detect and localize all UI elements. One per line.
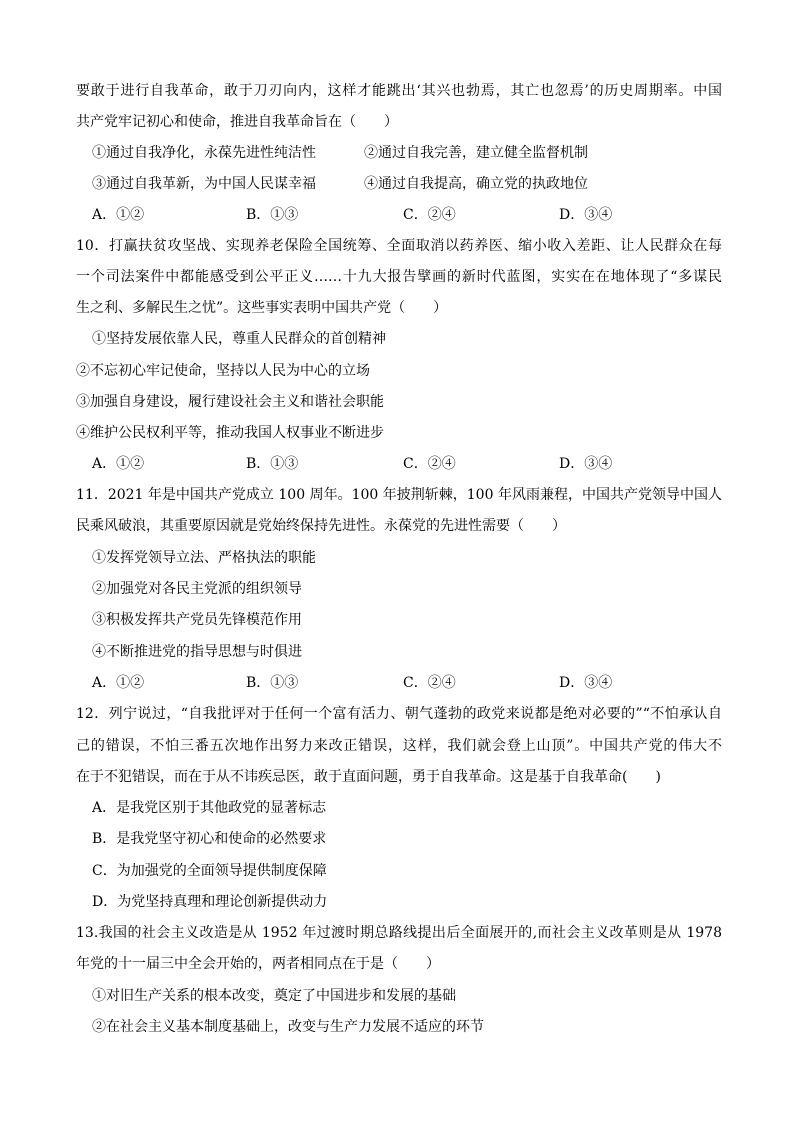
q12-choice-b: B．是我党坚守初心和使命的必然要求	[92, 831, 327, 847]
q11-stem-line1: 11．2021 年是中国共产党成立 100 周年。100 年披荆斩棘，100 年风雨兼程，中国共产党领导中国人	[76, 487, 722, 503]
q12-choice-d: D．为党坚持真理和理论创新提供动力	[92, 894, 328, 910]
q11-option-1: ①发挥党领导立法、严格执法的职能	[92, 550, 316, 566]
q13-option-1: ①对旧生产关系的根本改变，奠定了中国进步和发展的基础	[92, 988, 456, 1004]
q12-stem-line3: 在于不犯错误，而在于从不讳疾忌医，敢于直面问题，勇于自我革命。这是基于自我革命( )	[76, 769, 661, 785]
q11-stem-line2: 民乘风破浪，其重要原因就是党始终保持先进性。永葆党的先进性需要（ ）	[76, 518, 566, 534]
q13-option-2: ②在社会主义基本制度基础上，改变与生产力发展不适应的环节	[92, 1019, 484, 1035]
q12-stem-line1: 12．列宁说过，“自我批评对于任何一个富有活力、朝气蓬勃的政党来说都是绝对必要的”“不怕承认自	[76, 706, 722, 722]
q11-choice-b: B．①③	[246, 675, 299, 691]
q9-choice-a: A．①②	[92, 207, 145, 223]
q13-stem-line2: 年党的十一届三中全会开始的，两者相同点在于是（ ）	[76, 956, 440, 972]
q9-option-2: ②通过自我完善，建立健全监督机制	[364, 145, 588, 161]
q11-choice-d: D．③④	[559, 675, 613, 691]
q11-choice-c: C．②④	[403, 675, 456, 691]
q11-option-2: ②加强党对各民主党派的组织领导	[92, 581, 302, 597]
q13-stem-line1: 13.我国的社会主义改造是从 1952 年过渡时期总路线提出后全面展开的,而社会主义改革则是从 1978	[76, 925, 722, 941]
q10-option-2: ②不忘初心牢记使命，坚持以人民为中心的立场	[76, 363, 370, 379]
q12-stem-line2: 己的错误，不怕三番五次地作出努力来改正错误，这样，我们就会登上山顶”。中国共产党的伟大不	[76, 738, 722, 754]
q10-option-1: ①坚持发展依靠人民，尊重人民群众的首创精神	[92, 331, 386, 347]
q9-option-3: ③通过自我革新，为中国人民谋幸福	[92, 176, 316, 192]
q9-stem-line2: 共产党牢记初心和使命，推进自我革命旨在（ ）	[76, 114, 398, 130]
q9-choice-b: B．①③	[246, 207, 299, 223]
q10-choice-c: C．②④	[403, 456, 456, 472]
q10-stem-line3: 生之利、多解民生之忧”。这些事实表明中国共产党（ ）	[76, 300, 448, 316]
q10-choice-a: A．①②	[92, 456, 145, 472]
q11-choice-a: A．①②	[92, 675, 145, 691]
q9-choice-d: D．③④	[559, 207, 613, 223]
q9-option-1: ①通过自我净化，永葆先进性纯洁性	[92, 145, 316, 161]
q12-choice-c: C．为加强党的全面领导提供制度保障	[92, 863, 327, 879]
q10-choice-b: B．①③	[246, 456, 299, 472]
q9-stem-line1: 要敢于进行自我革命，敢于刀刃向内，这样才能跳出‘其兴也勃焉，其亡也忽焉’的历史周期率。中国	[76, 83, 722, 99]
q10-option-4: ④维护公民权利平等，推动我国人权事业不断进步	[76, 425, 384, 441]
q12-choice-a: A．是我党区别于其他政党的显著标志	[92, 800, 327, 816]
q10-choice-d: D．③④	[559, 456, 613, 472]
q9-choice-c: C．②④	[403, 207, 456, 223]
q11-option-3: ③积极发挥共产党员先锋模范作用	[92, 612, 302, 628]
q10-option-3: ③加强自身建设，履行建设社会主义和谐社会职能	[76, 394, 384, 410]
q9-option-4: ④通过自我提高，确立党的执政地位	[364, 176, 588, 192]
q10-stem-line1: 10．打赢扶贫攻坚战、实现养老保险全国统筹、全面取消以药养医、缩小收入差距、让人民群众在每	[76, 238, 722, 254]
q10-stem-line2: 一个司法案件中都能感受到公平正义……十九大报告擘画的新时代蓝图，实实在在地体现了“多谋民	[76, 269, 722, 285]
q11-option-4: ④不断推进党的指导思想与时俱进	[92, 644, 302, 660]
